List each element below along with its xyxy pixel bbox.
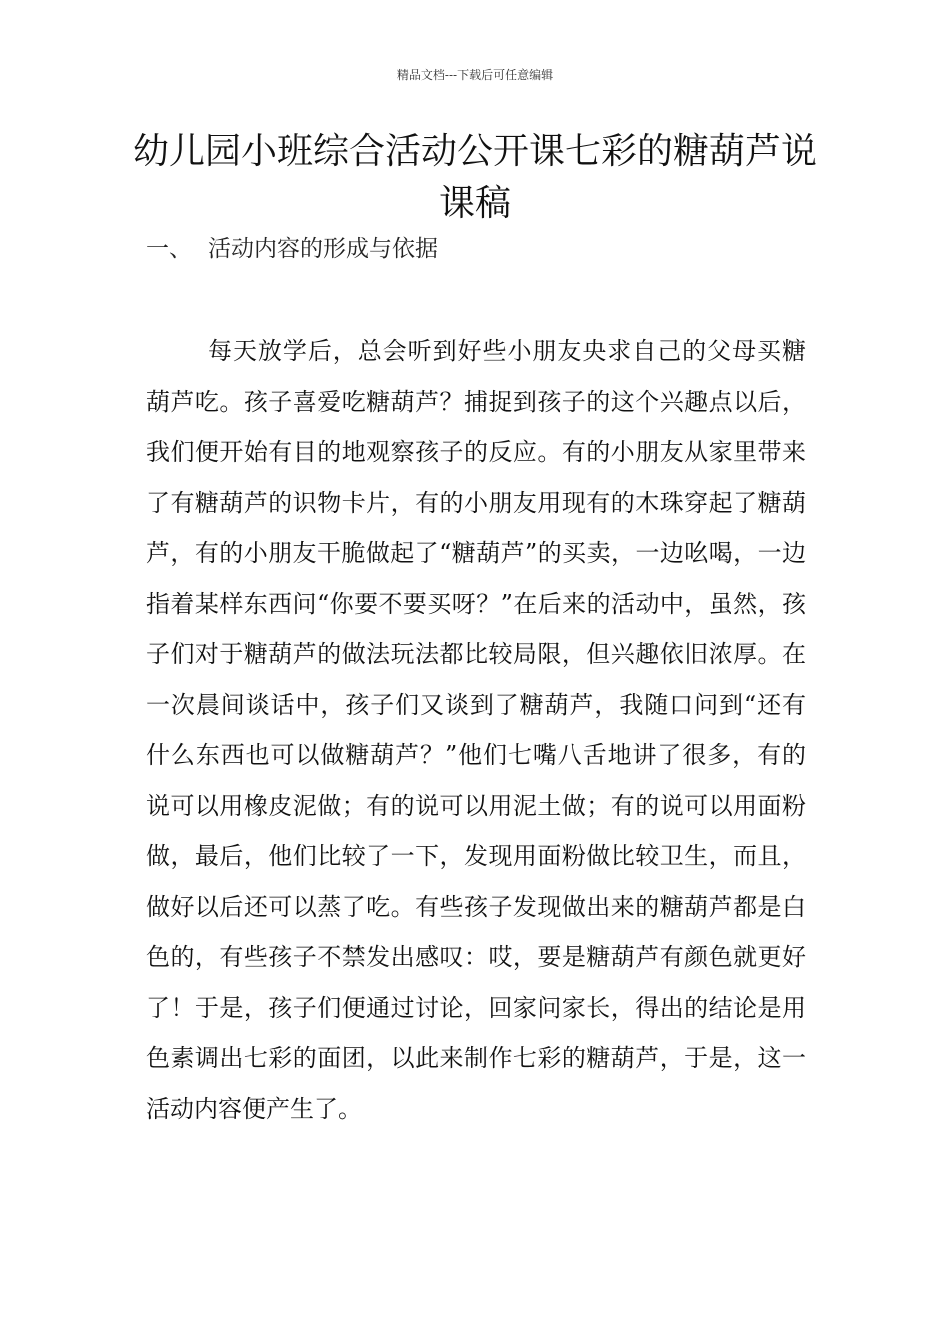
page-title: 幼儿园小班综合活动公开课七彩的糖葫芦说课稿 bbox=[132, 131, 817, 224]
section-heading-text: 活动内容的形成与依据 bbox=[208, 236, 438, 262]
header-note: 精品文档---下载后可任意编辑 bbox=[396, 68, 554, 82]
section-number: 一、 bbox=[146, 236, 192, 262]
section-heading bbox=[146, 232, 438, 266]
body-paragraph: 每天放学后，总会听到好些小朋友央求自己的父母买糖葫芦吃。孩子喜爱吃糖葫芦？捕捉到孩子的这个兴趣点以后，我们便开始有目的地观察孩子的反应。有的小朋友从家里带来了有糖葫芦的识物卡片，有的小朋友用现有的木珠穿起了糖葫芦，有的小朋友干脆做起了“糖葫芦”的买卖，一边吆喝，一边指着某样东西问“你要不要买呀？”在后来的活动中，虽然，孩子们对于糖葫芦的做法玩法都比较局限，但兴趣依旧浓厚。在一次晨间谈话中，孩子们又谈到了糖葫芦，我随口问到“还有什么东西也可以做糖葫芦？”他们七嘴八舌地讲了很多，有的说可以用橡皮泥做；有的说可以用泥土做；有的说可以用面粉做，最后，他们比较了一下，发现用面粉做比较卫生，而且，做好以后还可以蒸了吃。有些孩子发现做出来的糖葫芦都是白色的，有些孩子不禁发出感叹：哎，要是糖葫芦有颜色就更好了！于是，孩子们便通过讨论，回家问家长，得出的结论是用色素调出七彩的面团，以此来制作七彩的糖葫芦，于是，这一活动内容便产生了。 bbox=[146, 337, 806, 1123]
